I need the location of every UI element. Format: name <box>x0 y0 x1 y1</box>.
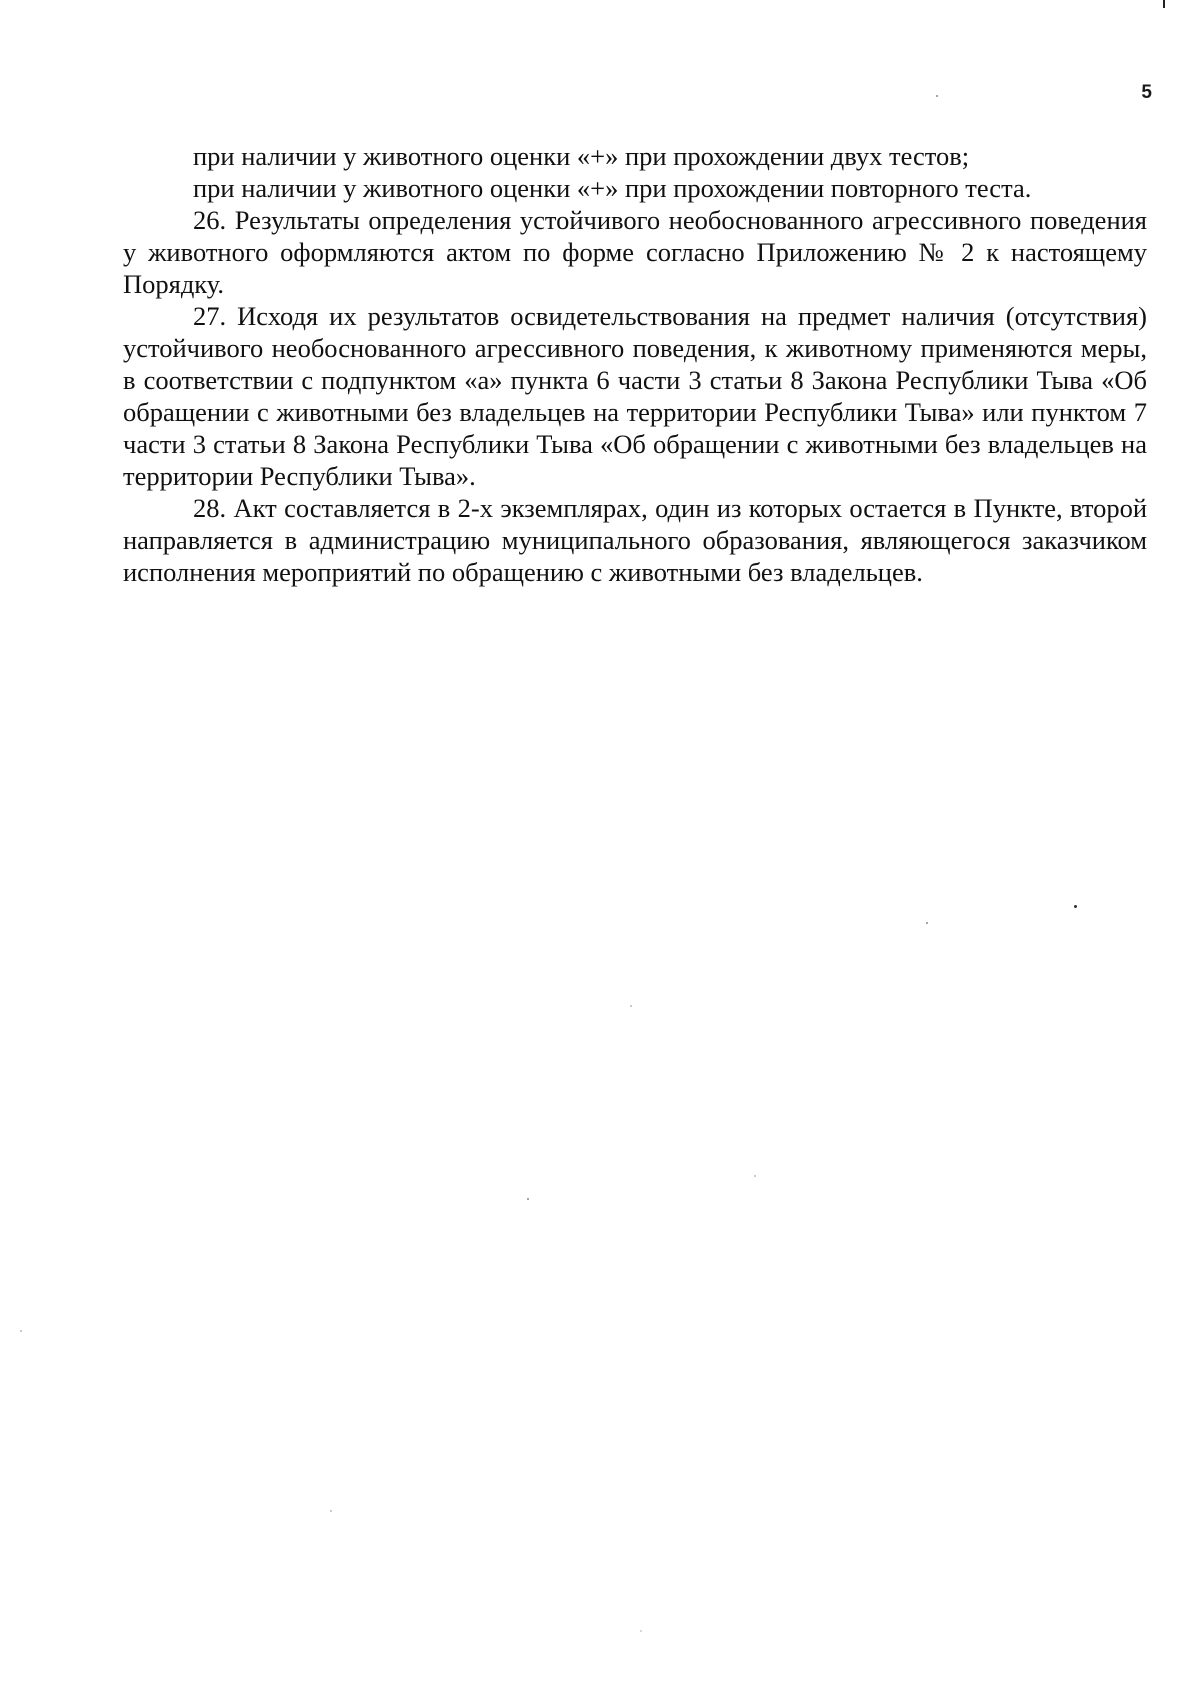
scan-artifact-dot <box>926 922 928 924</box>
document-body <box>123 140 1147 588</box>
scan-artifact-dot <box>640 1630 642 1632</box>
scan-artifact-edge-mark <box>1163 0 1165 8</box>
paragraph-item-28: 28. Акт составляется в 2-х экземплярах, один из которых остается в Пункте, второй направляется в администрацию муниципального образования, являющегося заказчиком исполнения мероприятий по обращению с животными без владельцев. <box>123 493 1147 587</box>
scan-artifact-dot <box>330 1510 332 1512</box>
scan-artifact-dot <box>20 1330 22 1332</box>
paragraph-item-26: 26. Результаты определения устойчивого необоснованного агрессивного поведения у животного оформляются актом по форме согласно Приложению № 2 к настоящему Порядку. <box>123 205 1147 299</box>
page-number: 5 <box>1141 82 1152 103</box>
scan-artifact-dot <box>936 95 938 97</box>
paragraph-test-two: при наличии у животного оценки «+» при прохождении двух тестов; <box>193 141 970 171</box>
paragraph-item-27: 27. Исходя их результатов освидетельствования на предмет наличия (отсутствия) устойчивого необоснованного агрессивного поведения, к животному применяются меры, в соответствии с подпунктом «а» пункта 6 части 3 статьи 8 Закона Республики Тыва «Об обращении с животными без владельцев на территории Республики Тыва» или пунктом 7 части 3 статьи 8 Закона Республики Тыва «Об обращении с животными без владельцев на территории Республики Тыва». <box>123 301 1147 491</box>
scan-artifact-dot <box>1074 905 1077 908</box>
paragraph-test-repeat: при наличии у животного оценки «+» при прохождении повторного теста. <box>193 173 1032 203</box>
scan-artifact-dot <box>527 1198 529 1200</box>
scan-artifact-dot <box>754 1175 756 1177</box>
scan-artifact-dot <box>630 1005 632 1007</box>
